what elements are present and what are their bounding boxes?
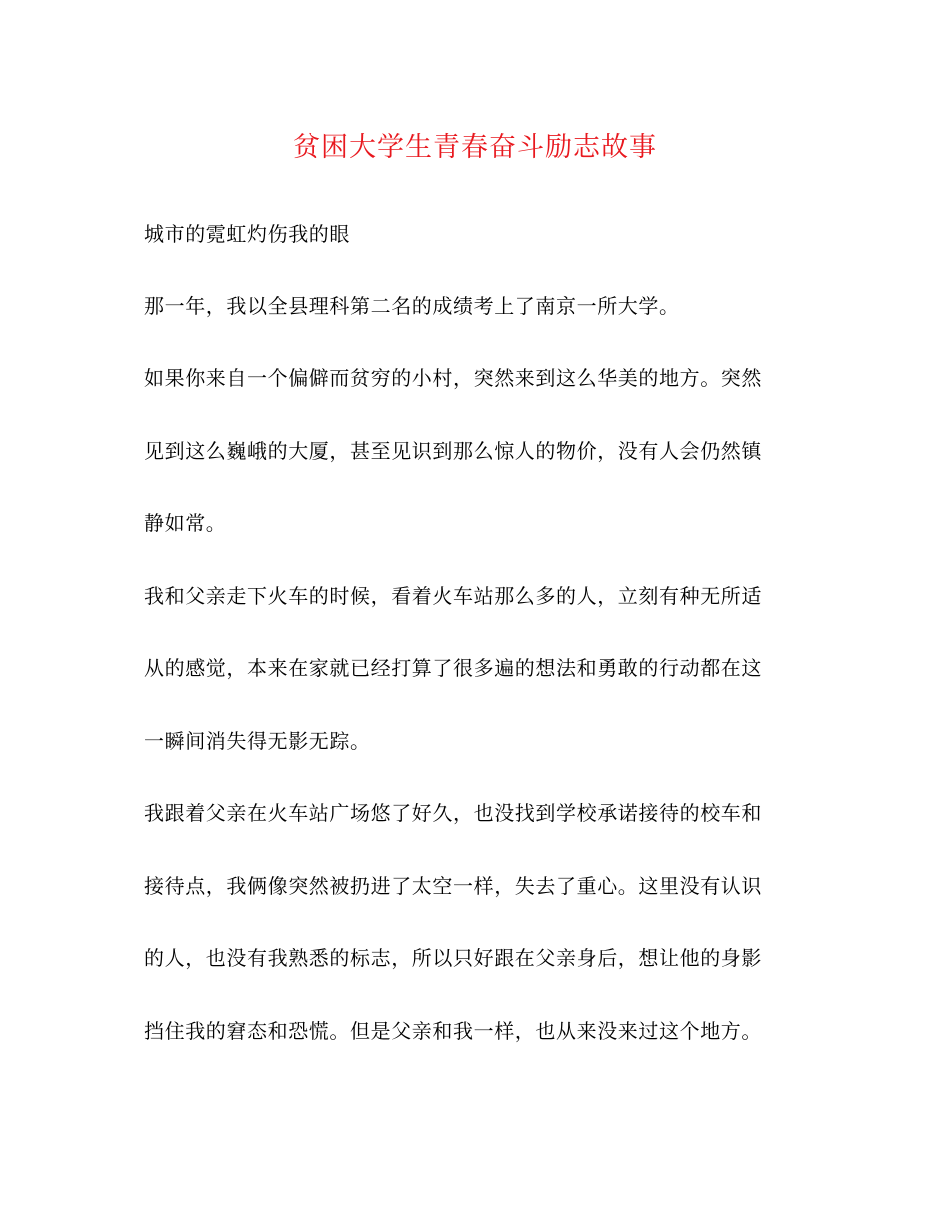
paragraph-line: 的人，也没有我熟悉的标志，所以只好跟在父亲身后，想让他的身影	[144, 946, 762, 970]
paragraph-line: 挡住我的窘态和恐慌。但是父亲和我一样，也从来没来过这个地方。	[144, 1019, 762, 1043]
paragraph-line: 我跟着父亲在火车站广场悠了好久，也没找到学校承诺接待的校车和	[144, 801, 762, 825]
document-title: 贫困大学生青春奋斗励志故事	[293, 132, 657, 163]
paragraph-line: 一瞬间消失得无影无踪。	[144, 729, 371, 753]
paragraph-line: 从的感觉，本来在家就已经打算了很多遍的想法和勇敢的行动都在这	[144, 656, 762, 680]
paragraph-line: 接待点，我俩像突然被扔进了太空一样，失去了重心。这里没有认识	[144, 874, 762, 898]
paragraph-line: 我和父亲走下火车的时候，看着火车站那么多的人，立刻有种无所适	[144, 584, 762, 608]
paragraph-line: 静如常。	[144, 511, 227, 535]
paragraph-line: 如果你来自一个偏僻而贫穷的小村，突然来到这么华美的地方。突然	[144, 366, 762, 390]
subheading-line: 城市的霓虹灼伤我的眼	[144, 222, 350, 246]
paragraph-line: 那一年，我以全县理科第二名的成绩考上了南京一所大学。	[144, 294, 680, 318]
paragraph-line: 见到这么巍峨的大厦，甚至见识到那么惊人的物价，没有人会仍然镇	[144, 439, 762, 463]
